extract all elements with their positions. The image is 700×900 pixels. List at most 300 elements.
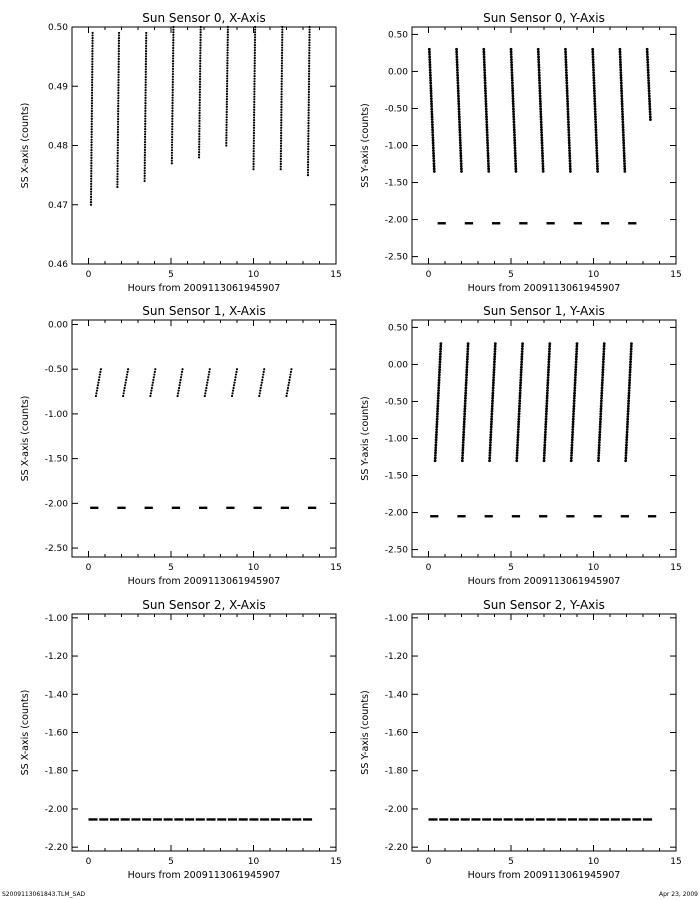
data-point [456, 74, 459, 77]
y-tick-label: -1.00 [384, 613, 408, 624]
data-point [564, 48, 567, 51]
data-point [280, 168, 282, 170]
data-point [307, 127, 309, 129]
data-point [624, 459, 627, 462]
chart-title: Sun Sensor 2, X-Axis [142, 598, 266, 612]
data-point [144, 157, 146, 159]
data-point [145, 60, 147, 62]
data-point [483, 56, 486, 59]
data-point [118, 61, 120, 63]
data-point [517, 428, 520, 431]
data-point [253, 155, 255, 157]
data-point [545, 420, 548, 423]
data-point [280, 98, 282, 100]
data-point [647, 84, 650, 87]
data-point [572, 407, 575, 410]
data-point [91, 131, 93, 133]
data-point [92, 32, 94, 34]
data-point [466, 361, 469, 364]
data-point [624, 457, 627, 460]
data-point [199, 47, 201, 49]
data-point [280, 145, 282, 147]
data-segment-4 [537, 48, 545, 173]
data-point [199, 94, 201, 96]
data-point [482, 50, 485, 53]
data-point [437, 392, 440, 395]
data-point [198, 148, 200, 150]
data-point [620, 87, 623, 90]
data-point [623, 154, 626, 157]
data-point [463, 423, 466, 426]
data-point [254, 57, 256, 59]
data-point [91, 136, 93, 138]
data-point [538, 79, 541, 82]
data-point [171, 120, 173, 122]
data-point [253, 101, 255, 103]
data-point [154, 368, 156, 370]
data-point [567, 115, 570, 118]
data-point [172, 29, 174, 31]
data-point [597, 452, 600, 455]
data-point [628, 381, 631, 384]
data-point [226, 103, 228, 105]
data-point [619, 71, 622, 74]
data-point [117, 155, 119, 157]
data-point [308, 47, 310, 49]
data-point [97, 384, 99, 386]
data-point [172, 78, 174, 80]
x-tick-label: 0 [425, 563, 432, 573]
data-point [456, 71, 459, 74]
data-point [621, 105, 624, 108]
data-point [463, 415, 466, 418]
data-point [519, 376, 522, 379]
data-point [225, 129, 227, 131]
data-point [646, 61, 649, 64]
data-point [622, 134, 625, 137]
data-segment-7 [624, 342, 633, 462]
data-point [199, 88, 201, 90]
data-point [437, 384, 440, 387]
data-point [281, 65, 283, 67]
data-point [254, 62, 256, 64]
data-point [571, 433, 574, 436]
data-point [431, 128, 434, 131]
data-point [486, 131, 489, 134]
data-point [199, 83, 201, 85]
data-point [434, 452, 437, 455]
data-point [571, 431, 574, 434]
data-point [518, 405, 521, 408]
data-point [428, 48, 431, 51]
data-point [430, 89, 433, 92]
data-point [622, 128, 625, 131]
data-point [602, 368, 605, 371]
data-point [98, 376, 100, 378]
data-point [91, 92, 93, 94]
data-point [199, 36, 201, 38]
data-point [226, 106, 228, 108]
x-tick-label: 5 [508, 857, 514, 867]
data-point [486, 134, 489, 137]
data-point [439, 361, 442, 364]
data-point [630, 353, 633, 356]
data-point [99, 373, 101, 375]
data-point [226, 95, 228, 97]
data-point [252, 160, 254, 162]
data-point [602, 361, 605, 364]
data-point [596, 154, 599, 157]
data-point [539, 108, 542, 111]
data-point [198, 128, 200, 130]
data-point [91, 110, 93, 112]
data-point [199, 52, 201, 54]
data-point [545, 407, 548, 410]
data-point [434, 444, 437, 447]
data-point [544, 439, 547, 442]
data-point [493, 358, 496, 361]
data-point [513, 136, 516, 139]
data-point [253, 85, 255, 87]
data-point [235, 371, 237, 373]
data-point [494, 345, 497, 348]
data-point [621, 110, 624, 113]
data-point [575, 353, 578, 356]
data-point [543, 441, 546, 444]
data-point [117, 121, 119, 123]
x-tick-label: 5 [168, 270, 174, 280]
data-point [280, 132, 282, 134]
data-point [436, 407, 439, 410]
y-tick-label: -1.00 [384, 434, 408, 445]
data-point [510, 58, 513, 61]
data-point [456, 58, 459, 61]
data-point [253, 83, 255, 85]
data-point [547, 371, 550, 374]
data-point [95, 395, 97, 397]
data-point [483, 74, 486, 77]
data-point [646, 48, 649, 51]
data-point [462, 439, 465, 442]
data-point [465, 384, 468, 387]
data-point [199, 68, 201, 70]
data-point [482, 48, 485, 51]
data-point [538, 76, 541, 79]
data-point [171, 123, 173, 125]
data-point [90, 154, 92, 156]
data-point [204, 395, 206, 397]
data-point [491, 392, 494, 395]
data-point [122, 395, 124, 397]
data-point [485, 121, 488, 124]
data-segment-6 [258, 368, 265, 397]
data-point [90, 193, 92, 195]
data-point [483, 61, 486, 64]
data-point [565, 63, 568, 66]
data-point [145, 47, 147, 49]
data-point [172, 89, 174, 91]
data-point [144, 170, 146, 172]
data-point [494, 342, 497, 345]
y-tick-label: -1.80 [44, 766, 68, 777]
data-point [485, 108, 488, 111]
data-point [117, 144, 119, 146]
data-point [117, 79, 119, 81]
data-point [494, 350, 497, 353]
data-point [572, 423, 575, 426]
data-point [629, 374, 632, 377]
data-point [625, 454, 628, 457]
data-point [619, 66, 622, 69]
data-point [568, 154, 571, 157]
data-point [172, 34, 174, 36]
data-point [623, 152, 626, 155]
data-point [117, 100, 119, 102]
data-point [538, 87, 541, 90]
data-point [231, 392, 233, 394]
data-point [178, 384, 180, 386]
data-point [537, 61, 540, 64]
data-point [520, 368, 523, 371]
data-point [232, 387, 234, 389]
data-point [602, 355, 605, 358]
data-point [460, 157, 463, 160]
data-point [171, 112, 173, 114]
data-point [593, 95, 596, 98]
data-point [465, 379, 468, 382]
data-point [144, 151, 146, 153]
data-point [429, 84, 432, 87]
data-point [570, 454, 573, 457]
data-point [490, 420, 493, 423]
data-point [511, 79, 514, 82]
data-point [254, 65, 256, 67]
data-point [493, 368, 496, 371]
data-point [280, 106, 282, 108]
data-segment-6 [597, 342, 606, 462]
data-point [307, 174, 309, 176]
data-point [603, 348, 606, 351]
data-point [458, 123, 461, 126]
data-point [603, 342, 606, 345]
y-tick-label: -1.20 [384, 652, 408, 663]
data-point [225, 126, 227, 128]
y-axis-label: SS X-axis (counts) [20, 395, 31, 482]
data-point [592, 76, 595, 79]
data-point [460, 162, 463, 165]
data-point [621, 121, 624, 124]
data-point [455, 56, 458, 59]
data-point [308, 109, 310, 111]
data-point [430, 87, 433, 90]
data-point [285, 395, 287, 397]
x-tick-label: 5 [168, 857, 174, 867]
data-point [489, 452, 492, 455]
data-point [462, 441, 465, 444]
data-point [601, 371, 604, 374]
data-point [90, 178, 92, 180]
data-point [462, 433, 465, 436]
data-point [486, 147, 489, 150]
data-point [172, 49, 174, 51]
data-point [630, 348, 633, 351]
data-point [91, 133, 93, 135]
data-point [465, 387, 468, 390]
data-point [456, 63, 459, 66]
data-point [90, 180, 92, 182]
data-point [489, 439, 492, 442]
x-tick-label: 0 [425, 857, 432, 867]
data-point [231, 395, 233, 397]
data-point [489, 444, 492, 447]
data-point [430, 108, 433, 111]
data-point [574, 381, 577, 384]
data-point [227, 39, 229, 41]
data-point [172, 76, 174, 78]
data-point [308, 28, 310, 30]
data-point [150, 392, 152, 394]
data-point [100, 368, 102, 370]
data-point [543, 457, 546, 460]
data-point [547, 379, 550, 382]
chart-panel-0 [20, 11, 342, 294]
data-point [254, 67, 256, 69]
data-point [627, 413, 630, 416]
data-point [177, 390, 179, 392]
y-tick-label: -2.00 [384, 215, 408, 226]
data-point [512, 113, 515, 116]
data-point [493, 371, 496, 374]
data-point [455, 53, 458, 56]
data-point [517, 433, 520, 436]
data-point [596, 170, 599, 173]
data-point [566, 102, 569, 105]
data-point [262, 376, 264, 378]
data-point [438, 379, 441, 382]
data-point [432, 141, 435, 144]
data-point [544, 433, 547, 436]
data-point [280, 147, 282, 149]
data-point [91, 97, 93, 99]
data-point [570, 446, 573, 449]
data-point [601, 379, 604, 382]
data-point [172, 84, 174, 86]
data-point [463, 420, 466, 423]
data-point [225, 134, 227, 136]
data-point [513, 141, 516, 144]
data-point [171, 146, 173, 148]
data-point [518, 415, 521, 418]
data-point [513, 139, 516, 142]
data-segment-4 [543, 342, 552, 462]
data-point [649, 108, 652, 111]
data-point [172, 42, 174, 44]
data-point [540, 118, 543, 121]
data-point [433, 165, 436, 168]
y-tick-label: -2.00 [384, 804, 408, 815]
data-point [456, 61, 459, 64]
x-axis-label: Hours from 2009113061945907 [127, 870, 281, 881]
data-point [177, 392, 179, 394]
data-point [308, 88, 310, 90]
data-point [541, 141, 544, 144]
x-tick-label: 15 [330, 563, 342, 573]
data-point [594, 118, 597, 121]
data-point [254, 34, 256, 36]
data-point [434, 446, 437, 449]
data-point [144, 102, 146, 104]
data-point [226, 98, 228, 100]
data-point [144, 167, 146, 169]
data-point [91, 118, 93, 120]
data-segment-5 [570, 342, 579, 462]
data-point [90, 201, 92, 203]
plot-frame [412, 614, 676, 851]
data-point [461, 459, 464, 462]
data-point [519, 379, 522, 382]
data-point [567, 126, 570, 129]
data-point [171, 139, 173, 141]
data-point [520, 374, 523, 377]
data-point [461, 454, 464, 457]
data-point [512, 110, 515, 113]
y-tick-label: 0.48 [47, 141, 68, 152]
data-point [145, 55, 147, 57]
data-point [538, 84, 541, 87]
y-tick-label: 0.47 [47, 200, 68, 211]
data-point [593, 87, 596, 90]
data-point [455, 50, 458, 53]
data-point [307, 148, 309, 150]
data-point [485, 110, 488, 113]
data-point [459, 149, 462, 152]
data-point [544, 436, 547, 439]
data-point [516, 441, 519, 444]
data-point [307, 132, 309, 134]
data-point [625, 446, 628, 449]
chart-title: Sun Sensor 0, Y-Axis [483, 11, 605, 25]
data-point [627, 402, 630, 405]
data-point [145, 84, 147, 86]
data-point [514, 149, 517, 152]
data-point [489, 449, 492, 452]
data-point [569, 165, 572, 168]
plot-frame [412, 27, 676, 264]
data-point [280, 134, 282, 136]
data-point [513, 131, 516, 134]
data-point [566, 95, 569, 98]
data-point [199, 60, 201, 62]
data-point [253, 132, 255, 134]
data-point [466, 350, 469, 353]
data-point [308, 60, 310, 62]
data-point [459, 147, 462, 150]
data-point [308, 83, 310, 85]
data-point [627, 410, 630, 413]
data-point [227, 34, 229, 36]
data-point [281, 75, 283, 77]
data-point [253, 140, 255, 142]
data-point [259, 392, 261, 394]
data-point [172, 39, 174, 41]
data-point [307, 140, 309, 142]
data-segment-7 [285, 368, 292, 397]
data-point [234, 376, 236, 378]
data-point [593, 82, 596, 85]
data-point [545, 405, 548, 408]
data-point [144, 128, 146, 130]
data-point [538, 66, 541, 69]
